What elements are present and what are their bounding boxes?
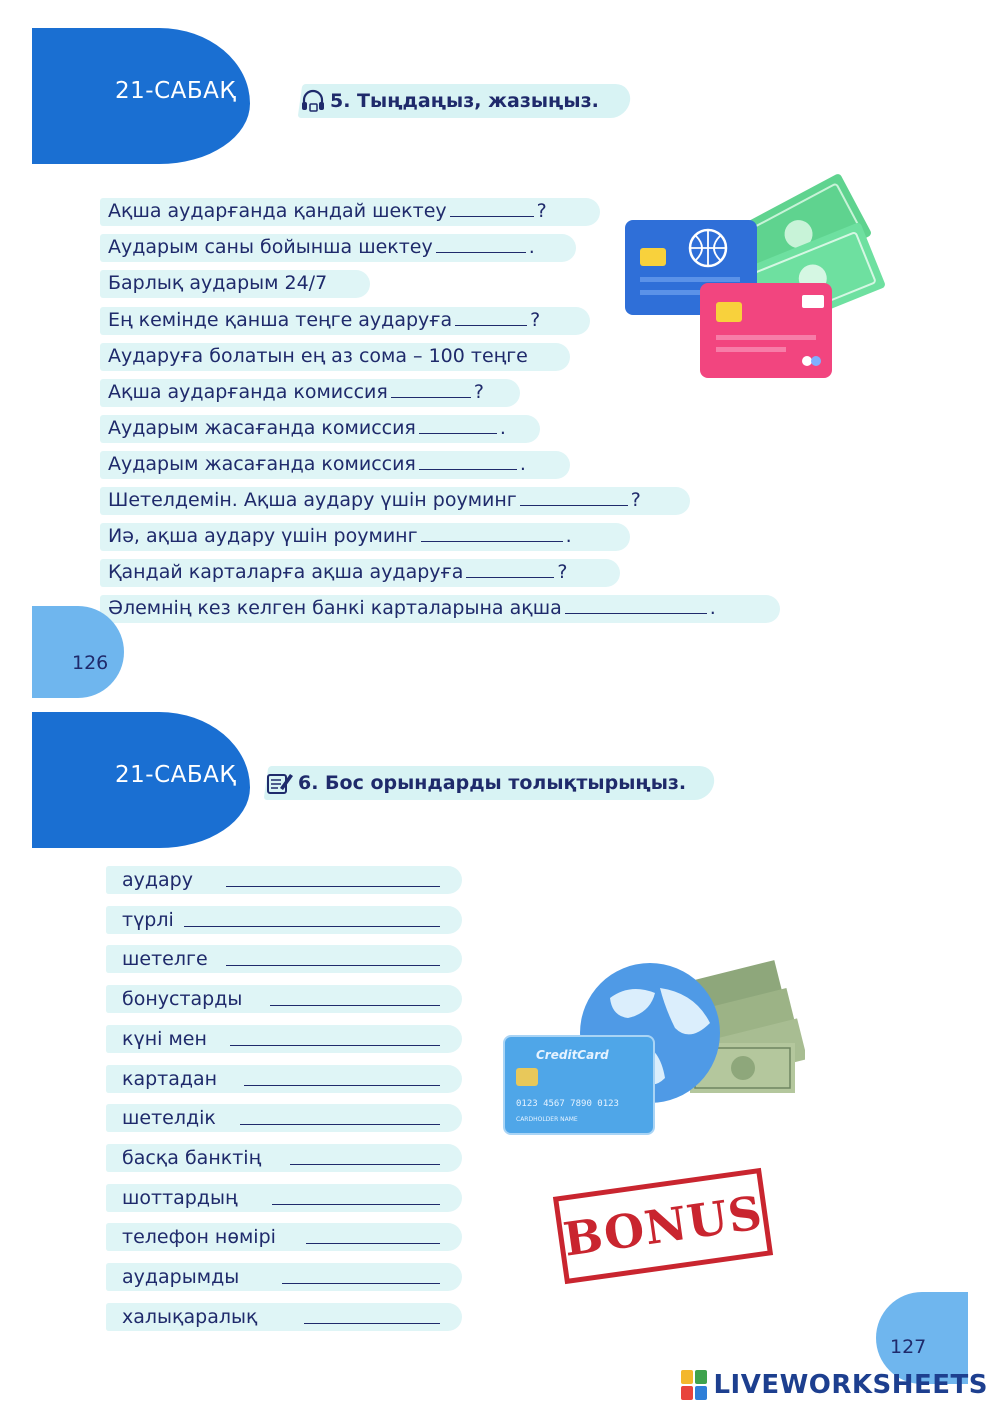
- word-row: [106, 1102, 462, 1134]
- word-row: [106, 1301, 462, 1333]
- lesson-label: 21-САБАҚ: [115, 78, 237, 104]
- word-text: күні мен: [122, 1027, 207, 1050]
- answer-blank[interactable]: [391, 379, 471, 398]
- answer-blank[interactable]: [419, 451, 517, 470]
- sentence-text: Аударым жасағанда комиссия: [108, 453, 416, 475]
- word-row: [106, 864, 462, 896]
- answer-blank[interactable]: [565, 595, 707, 614]
- answer-blank[interactable]: [226, 886, 440, 887]
- sentence-text: Ақша аударғанда қандай шектеу: [108, 200, 447, 222]
- sentence-line: [100, 521, 572, 551]
- sentence-end-mark: .: [519, 453, 526, 475]
- sentence-text: Ақша аударғанда комиссия: [108, 381, 388, 403]
- answer-blank[interactable]: [450, 198, 534, 217]
- headphones-icon: [300, 88, 326, 114]
- card-brand-text: CreditCard: [536, 1048, 609, 1062]
- liveworksheets-brand[interactable]: LIVEWORKSHEETS: [681, 1370, 988, 1400]
- word-row: [106, 1063, 462, 1095]
- sentence-end-mark: .: [709, 597, 716, 619]
- word-text: шоттардың: [122, 1186, 238, 1209]
- answer-blank[interactable]: [290, 1164, 440, 1165]
- card-holder-text: CARDHOLDER NAME: [516, 1116, 578, 1123]
- sentence-text: Аударым жасағанда комиссия: [108, 417, 416, 439]
- lesson-label: 21-САБАҚ: [115, 762, 237, 788]
- sentence-line: [100, 377, 484, 407]
- brand-cube-icon: [681, 1370, 707, 1400]
- sentence-end-mark: .: [499, 417, 506, 439]
- sentence-line: [100, 232, 535, 262]
- word-text: шетелдік: [122, 1107, 216, 1130]
- answer-blank[interactable]: [466, 559, 554, 578]
- answer-blank[interactable]: [306, 1243, 440, 1244]
- sentence-line: [100, 413, 506, 443]
- answer-blank[interactable]: [282, 1283, 440, 1284]
- sentence-text: Ең кемінде қанша теңге аударуға: [108, 309, 453, 331]
- answer-blank[interactable]: [244, 1085, 440, 1086]
- word-text: картадан: [122, 1067, 218, 1090]
- sentence-text: Иә, ақша аудару үшін роуминг: [108, 525, 418, 547]
- task-title: 5. Тыңдаңыз, жазыңыз.: [300, 88, 599, 114]
- answer-blank[interactable]: [230, 1045, 440, 1046]
- bonus-stamp: BONUS: [553, 1168, 773, 1284]
- sentence-line: [100, 341, 528, 371]
- sentence-end-mark: ?: [557, 561, 568, 583]
- word-row: [106, 1182, 462, 1214]
- answer-blank[interactable]: [520, 487, 628, 506]
- word-text: телефон нөмірі: [122, 1226, 276, 1249]
- answer-blank[interactable]: [270, 1005, 440, 1006]
- sentence-line: [100, 485, 641, 515]
- answer-blank[interactable]: [455, 307, 527, 326]
- sentence-end-mark: ?: [630, 489, 641, 511]
- notebook-pencil-icon: [266, 770, 294, 796]
- sentence-text: Аударуға болатын ең аз сома – 100 теңге: [108, 345, 528, 367]
- word-row: [106, 1221, 462, 1253]
- word-text: аудару: [122, 869, 193, 891]
- answer-blank[interactable]: [272, 1204, 440, 1205]
- sentence-text: Аударым саны бойынша шектеу: [108, 236, 433, 258]
- word-text: халықаралық: [122, 1305, 258, 1328]
- card-number-text: 0123 4567 7890 0123: [516, 1099, 619, 1109]
- word-text: түрлі: [122, 908, 174, 931]
- credit-cards-money-illustration: [620, 155, 890, 385]
- answer-blank[interactable]: [421, 523, 563, 542]
- sentence-line: [100, 593, 716, 623]
- answer-blank[interactable]: [419, 415, 497, 434]
- sentence-text: Қандай карталарға ақша аударуға: [108, 561, 464, 583]
- answer-blank[interactable]: [184, 926, 440, 927]
- page-number: 127: [890, 1336, 927, 1358]
- word-text: басқа банктің: [122, 1146, 262, 1169]
- word-row: [106, 1023, 462, 1055]
- sentence-line: [100, 449, 526, 479]
- word-row: [106, 943, 462, 975]
- answer-blank[interactable]: [304, 1323, 440, 1324]
- sentence-line: [100, 196, 547, 226]
- sentence-line: [100, 305, 540, 335]
- sentence-end-mark: ?: [530, 309, 541, 331]
- sentence-text: Әлемнің кез келген банкі карталарына ақша: [108, 597, 562, 619]
- sentence-end-mark: .: [528, 236, 535, 258]
- word-row: [106, 983, 462, 1015]
- word-row: [106, 1142, 462, 1174]
- word-text: шетелге: [122, 948, 208, 971]
- sentence-line: [100, 268, 327, 298]
- word-row: [106, 904, 462, 936]
- answer-blank[interactable]: [226, 965, 440, 966]
- page-number: 126: [72, 652, 109, 674]
- sentence-end-mark: ?: [473, 381, 484, 403]
- word-text: аударымды: [122, 1266, 240, 1288]
- sentence-end-mark: .: [565, 525, 572, 547]
- sentence-text: Барлық аударым 24/7: [108, 272, 328, 294]
- sentence-text: Шетелдемін. Ақша аудару үшін роуминг: [108, 489, 517, 511]
- word-row: [106, 1261, 462, 1293]
- task-title: 6. Бос орындарды толықтырыңыз.: [266, 770, 686, 796]
- answer-blank[interactable]: [240, 1124, 440, 1125]
- globe-credit-card-illustration: [500, 948, 805, 1138]
- sentence-line: [100, 557, 567, 587]
- answer-blank[interactable]: [436, 234, 526, 253]
- word-text: бонустарды: [122, 988, 243, 1011]
- sentence-end-mark: ?: [536, 200, 547, 222]
